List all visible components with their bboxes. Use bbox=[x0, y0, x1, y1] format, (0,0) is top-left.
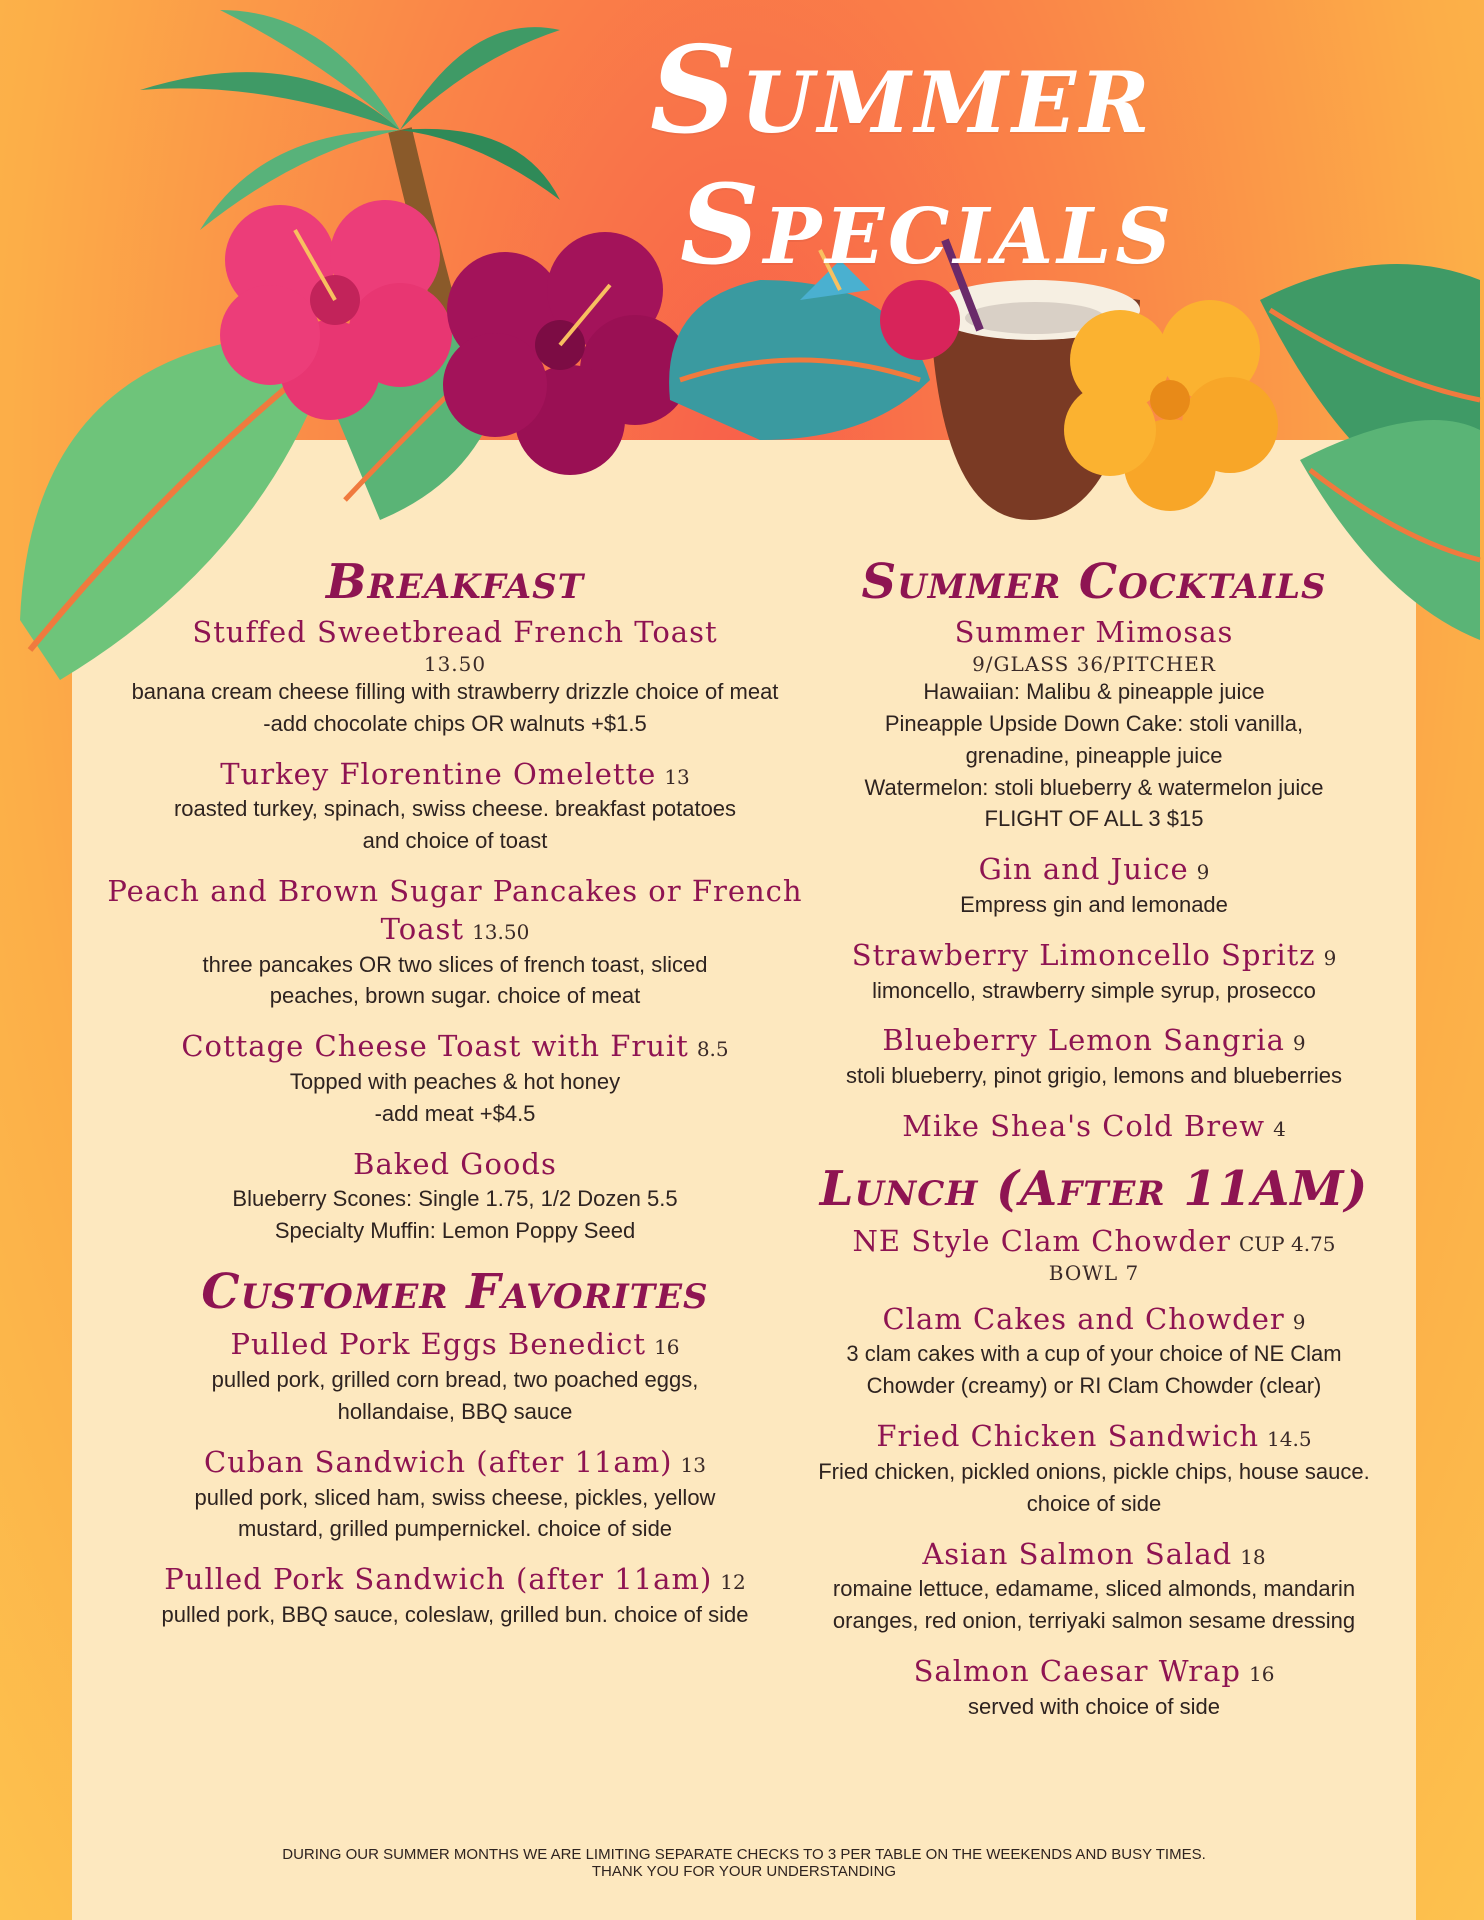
menu-item bbox=[98, 1146, 812, 1247]
item-price: 9 bbox=[1292, 1031, 1306, 1056]
item-desc: Blueberry Scones: Single 1.75, 1/2 Dozen 5.5 bbox=[232, 1186, 678, 1212]
item-desc: pulled pork, grilled corn bread, two poached eggs, hollandaise, BBQ sauce bbox=[211, 1367, 699, 1424]
section-title-breakfast: Breakfast bbox=[325, 554, 585, 610]
menu-item bbox=[796, 1108, 1392, 1146]
item-name: Asian Salmon Salad bbox=[922, 1536, 1233, 1571]
left-column bbox=[98, 555, 812, 1647]
item-name: Summer Mimosas bbox=[954, 615, 1234, 650]
item-price: 13 bbox=[680, 1452, 706, 1477]
item-price: 13.50 bbox=[472, 919, 530, 944]
title-line-1: Summer bbox=[650, 20, 1154, 161]
menu-item bbox=[98, 614, 812, 739]
item-desc: stoli blueberry, pinot grigio, lemons and blueberries bbox=[845, 1063, 1343, 1089]
menu-item bbox=[796, 1653, 1392, 1723]
item-desc: roasted turkey, spinach, swiss cheese. breakfast potatoes and choice of toast bbox=[173, 796, 737, 854]
item-price: 8.5 bbox=[696, 1037, 729, 1062]
item-desc: pulled pork, sliced ham, swiss cheese, pickles, yellow mustard, grilled pumpernickel. choice of side bbox=[194, 1484, 716, 1542]
footer-notice bbox=[72, 1846, 1416, 1881]
footer-line-1: DURING OUR SUMMER MONTHS WE ARE LIMITING SEPARATE CHECKS TO 3 PER TABLE ON THE WEEKENDS AND BUSY TIMES. bbox=[282, 1846, 1206, 1863]
item-name: Turkey Florentine Omelette bbox=[220, 756, 657, 791]
item-name: Mike Shea's Cold Brew bbox=[902, 1109, 1266, 1144]
menu-item bbox=[796, 1223, 1392, 1285]
item-name: Peach and Brown Sugar Pancakes or French Toast bbox=[107, 874, 803, 946]
item-name: Baked Goods bbox=[353, 1146, 557, 1181]
right-column bbox=[796, 555, 1392, 1739]
item-price: 18 bbox=[1240, 1544, 1266, 1569]
item-desc: Watermelon: stoli blueberry & watermelon juice bbox=[864, 774, 1324, 800]
item-price: 9 bbox=[1323, 945, 1337, 970]
item-name: NE Style Clam Chowder bbox=[852, 1223, 1231, 1258]
item-desc: banana cream cheese filling with strawberry drizzle choice of meat bbox=[131, 678, 779, 704]
menu-item bbox=[796, 851, 1392, 921]
menu-item bbox=[796, 1536, 1392, 1637]
item-name: Cottage Cheese Toast with Fruit bbox=[181, 1029, 689, 1064]
item-price: 14.5 bbox=[1267, 1427, 1312, 1452]
item-name: Salmon Caesar Wrap bbox=[913, 1654, 1241, 1689]
item-desc: romaine lettuce, edamame, sliced almonds, mandarin oranges, red onion, terriyaki salmon sesame dressing bbox=[832, 1576, 1356, 1634]
item-name: Strawberry Limoncello Spritz bbox=[851, 937, 1316, 972]
item-price: 4 bbox=[1273, 1117, 1286, 1142]
item-name: Fried Chicken Sandwich bbox=[876, 1419, 1260, 1454]
menu-item bbox=[796, 1418, 1392, 1519]
item-desc: three pancakes OR two slices of french toast, sliced peaches, brown sugar. choice of meat bbox=[202, 951, 708, 1009]
item-name: Pulled Pork Eggs Benedict bbox=[230, 1327, 647, 1362]
section-title-favorites: Customer Favorites bbox=[201, 1264, 709, 1321]
item-desc: served with choice of side bbox=[968, 1693, 1220, 1719]
menu-item bbox=[98, 1326, 812, 1427]
item-desc: limoncello, strawberry simple syrup, prosecco bbox=[872, 977, 1316, 1003]
menu-item bbox=[98, 1561, 812, 1631]
menu-item bbox=[98, 1028, 812, 1129]
menu-item bbox=[796, 614, 1392, 835]
item-name: Stuffed Sweetbread French Toast bbox=[192, 615, 718, 650]
item-desc: FLIGHT OF ALL 3 $15 bbox=[984, 806, 1204, 832]
item-price: 12 bbox=[720, 1570, 746, 1595]
section-title-lunch: Lunch (After 11AM) bbox=[819, 1160, 1369, 1217]
item-price: 9 bbox=[1292, 1309, 1306, 1334]
item-desc: Empress gin and lemonade bbox=[960, 892, 1228, 918]
item-price-bowl: BOWL 7 bbox=[1048, 1260, 1140, 1285]
item-price-cup: CUP 4.75 bbox=[1239, 1231, 1336, 1256]
item-name: Blueberry Lemon Sangria bbox=[882, 1023, 1285, 1058]
footer-line-2: THANK YOU FOR YOUR UNDERSTANDING bbox=[591, 1863, 897, 1881]
item-name: Gin and Juice bbox=[978, 852, 1189, 887]
menu-item bbox=[796, 1301, 1392, 1402]
menu-item bbox=[98, 1444, 812, 1545]
item-desc: 3 clam cakes with a cup of your choice of NE Clam Chowder (creamy) or RI Clam Chowder (clear) bbox=[846, 1341, 1342, 1399]
section-title-cocktails: Summer Cocktails bbox=[861, 554, 1327, 610]
item-price: 16 bbox=[1248, 1662, 1275, 1687]
item-name: Cuban Sandwich (after 11am) bbox=[204, 1444, 673, 1479]
menu-item bbox=[796, 1022, 1392, 1092]
item-desc: pulled pork, BBQ sauce, coleslaw, grilled bun. choice of side bbox=[161, 1602, 749, 1628]
item-desc: Pineapple Upside Down Cake: stoli vanilla, grenadine, pineapple juice bbox=[884, 710, 1304, 768]
item-name: Clam Cakes and Chowder bbox=[882, 1301, 1285, 1336]
item-desc: Fried chicken, pickled onions, pickle chips, house sauce. choice of side bbox=[818, 1458, 1370, 1516]
menu-item bbox=[98, 873, 812, 1012]
item-desc: Hawaiian: Malibu & pineapple juice bbox=[923, 678, 1265, 704]
item-price: 9/GLASS 36/PITCHER bbox=[972, 651, 1216, 676]
item-price: 9 bbox=[1196, 860, 1210, 885]
item-price: 16 bbox=[654, 1335, 680, 1360]
item-price: 13 bbox=[664, 764, 690, 789]
item-desc: Topped with peaches & hot honey bbox=[289, 1068, 621, 1094]
item-desc: -add chocolate chips OR walnuts +$1.5 bbox=[263, 710, 647, 736]
item-desc: -add meat +$4.5 bbox=[374, 1100, 536, 1126]
menu-item bbox=[796, 937, 1392, 1007]
item-desc: Specialty Muffin: Lemon Poppy Seed bbox=[274, 1218, 636, 1244]
title-line-2: Specials bbox=[680, 160, 1175, 289]
menu-item bbox=[98, 756, 812, 857]
item-name: Pulled Pork Sandwich (after 11am) bbox=[164, 1562, 713, 1597]
item-price: 13.50 bbox=[423, 651, 487, 676]
